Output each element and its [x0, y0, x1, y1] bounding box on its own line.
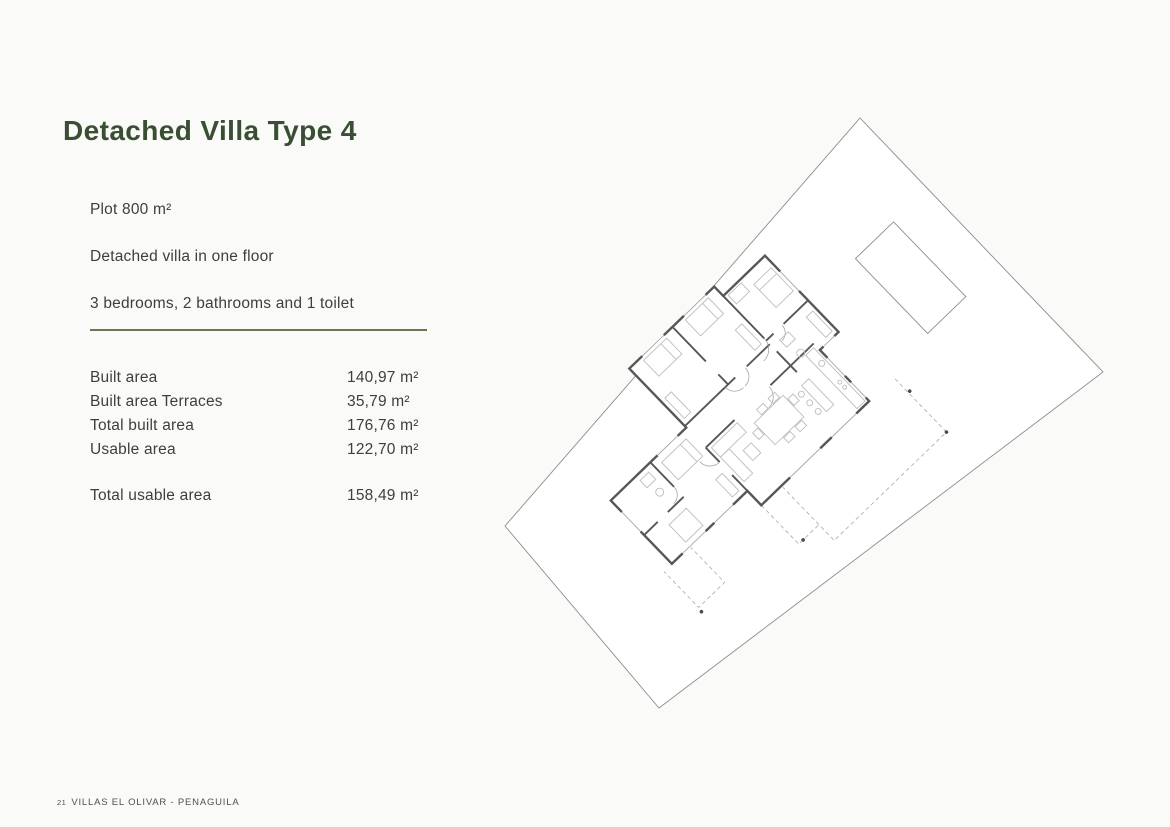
- spec-plot-size: Plot 800 m²: [90, 201, 172, 218]
- area-label: Total built area: [90, 417, 195, 434]
- area-value: 140,97 m²: [347, 369, 419, 386]
- page-title: Detached Villa Type 4: [63, 115, 357, 146]
- area-value: 158,49 m²: [347, 487, 419, 504]
- area-label: Built area Terraces: [90, 393, 223, 410]
- area-value: 176,76 m²: [347, 417, 419, 434]
- area-value: 35,79 m²: [347, 393, 410, 410]
- area-label: Usable area: [90, 441, 176, 458]
- spec-description: Detached villa in one floor: [90, 248, 274, 265]
- project-name: VILLAS EL OLIVAR - PENAGUILA: [71, 797, 240, 808]
- area-label: Total usable area: [90, 487, 212, 504]
- area-label: Built area: [90, 369, 158, 386]
- area-value: 122,70 m²: [347, 441, 419, 458]
- spec-rooms: 3 bedrooms, 2 bathrooms and 1 toilet: [90, 295, 354, 312]
- footer: [57, 792, 239, 810]
- page-number: 21: [57, 798, 67, 807]
